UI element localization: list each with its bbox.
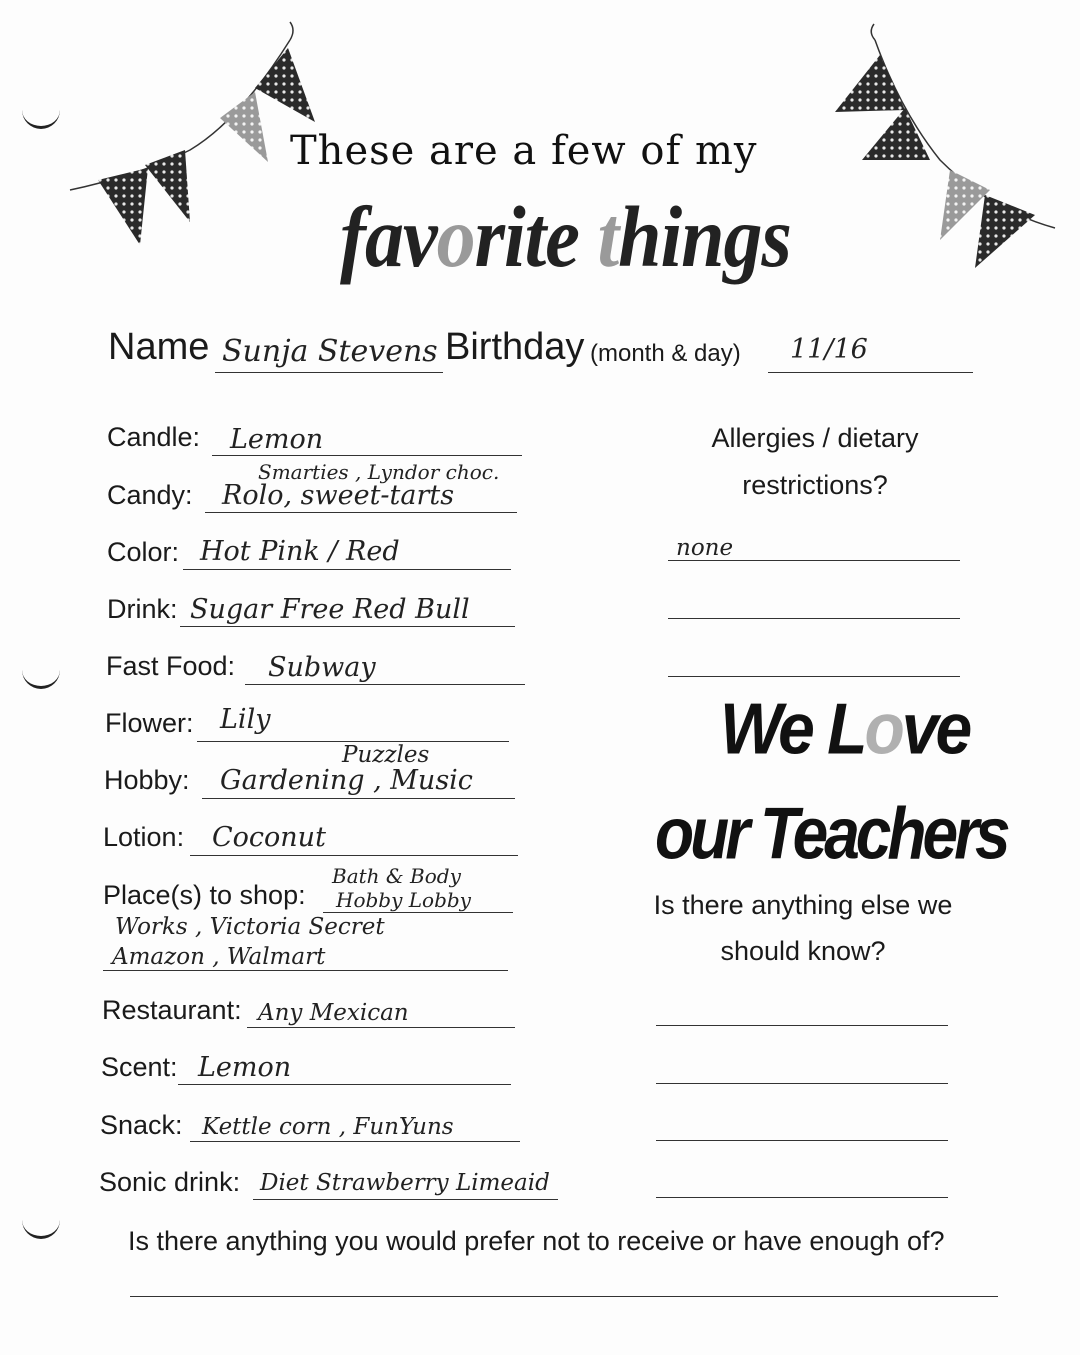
allergies-value[interactable]: none (676, 535, 734, 561)
we-love-gap: o (864, 687, 902, 769)
title-gap-1: o (436, 187, 475, 286)
allergies-line-2 (668, 618, 960, 619)
allergies-question-line-2: restrictions? (742, 470, 888, 500)
scent-value[interactable]: Lemon (198, 1052, 292, 1083)
we-love-part-1: We L (720, 687, 865, 769)
else-line-2 (656, 1083, 948, 1084)
title-part-3: hings (618, 187, 791, 286)
birthday-label: Birthday (445, 326, 585, 368)
color-label: Color: (107, 537, 180, 567)
prefer-not-question: Is there anything you would prefer not to receive or have enough of? (128, 1226, 945, 1256)
snack-value[interactable]: Kettle corn , FunYuns (202, 1114, 454, 1140)
drink-label: Drink: (107, 594, 178, 624)
allergies-line-1 (668, 560, 960, 561)
flower-value[interactable]: Lily (220, 704, 271, 735)
candy-value-top[interactable]: Smarties , Lyndor choc. (258, 460, 500, 484)
allergies-question-line-1: Allergies / dietary (711, 423, 919, 453)
candle-label: Candle: (107, 422, 201, 452)
birthday-line (768, 372, 973, 373)
we-love-heading (720, 686, 969, 770)
snack-label: Snack: (100, 1110, 183, 1140)
allergies-line-3 (668, 676, 960, 677)
title-line-1: These are a few of my (290, 128, 758, 174)
sonic-drink-line (253, 1199, 558, 1200)
else-line-1 (656, 1025, 948, 1026)
birthday-value[interactable]: 11/16 (790, 334, 868, 365)
candy-value[interactable]: Rolo, sweet-tarts (222, 480, 455, 511)
snack-line (190, 1141, 520, 1142)
title-favorite-things (340, 187, 791, 288)
flower-label: Flower: (105, 708, 194, 738)
our-teachers-heading: our Teachers (655, 791, 1007, 875)
drink-line (180, 626, 515, 627)
candy-line (205, 512, 517, 513)
shop-value-1[interactable]: Hobby Lobby (336, 888, 471, 912)
else-line-3 (656, 1140, 948, 1141)
shop-value-2[interactable]: Works , Victoria Secret (115, 914, 385, 940)
lotion-label: Lotion: (103, 822, 185, 852)
sonic-drink-label: Sonic drink: (99, 1167, 241, 1197)
shop-line-2 (103, 970, 508, 971)
shop-value-top[interactable]: Bath & Body (332, 864, 461, 888)
name-value[interactable]: Sunja Stevens (222, 334, 438, 369)
hobby-label: Hobby: (104, 765, 190, 795)
fast-food-label: Fast Food: (106, 651, 236, 681)
else-line-4 (656, 1197, 948, 1198)
name-label: Name (108, 326, 210, 368)
else-question-line-1: Is there anything else we (653, 890, 953, 920)
title-part-2: rite (474, 187, 579, 286)
name-line (215, 372, 443, 373)
sonic-drink-value[interactable]: Diet Strawberry Limeaid (260, 1170, 550, 1196)
binder-hole-middle (22, 668, 60, 689)
scent-line (178, 1084, 511, 1085)
hobby-value-top[interactable]: Puzzles (342, 742, 430, 768)
fast-food-value[interactable]: Subway (268, 652, 376, 683)
scent-label: Scent: (101, 1052, 178, 1082)
shop-line-1 (323, 912, 513, 913)
lotion-line (190, 855, 518, 856)
fast-food-line (245, 684, 525, 685)
we-love-part-2: ve (901, 687, 970, 769)
shop-label: Place(s) to shop: (103, 880, 306, 910)
prefer-not-line (130, 1296, 998, 1297)
lotion-value[interactable]: Coconut (212, 822, 326, 853)
title-part-1: fav (340, 187, 437, 286)
drink-value[interactable]: Sugar Free Red Bull (190, 594, 470, 625)
binder-hole-bottom (22, 1218, 60, 1239)
else-question-line-2: should know? (720, 936, 886, 966)
birthday-hint: (month & day) (590, 340, 741, 367)
candle-line (212, 455, 522, 456)
restaurant-value[interactable]: Any Mexican (258, 1000, 409, 1026)
binder-hole-top (22, 108, 60, 129)
candy-label: Candy: (107, 480, 193, 510)
title-gap-2: t (597, 187, 619, 286)
hobby-value[interactable]: Gardening , Music (220, 765, 473, 796)
color-value[interactable]: Hot Pink / Red (200, 536, 400, 567)
shop-value-3[interactable]: Amazon , Walmart (112, 944, 326, 970)
color-line (183, 569, 511, 570)
restaurant-line (247, 1027, 515, 1028)
candle-value[interactable]: Lemon (230, 424, 324, 455)
restaurant-label: Restaurant: (102, 995, 242, 1025)
hobby-line (202, 798, 515, 799)
